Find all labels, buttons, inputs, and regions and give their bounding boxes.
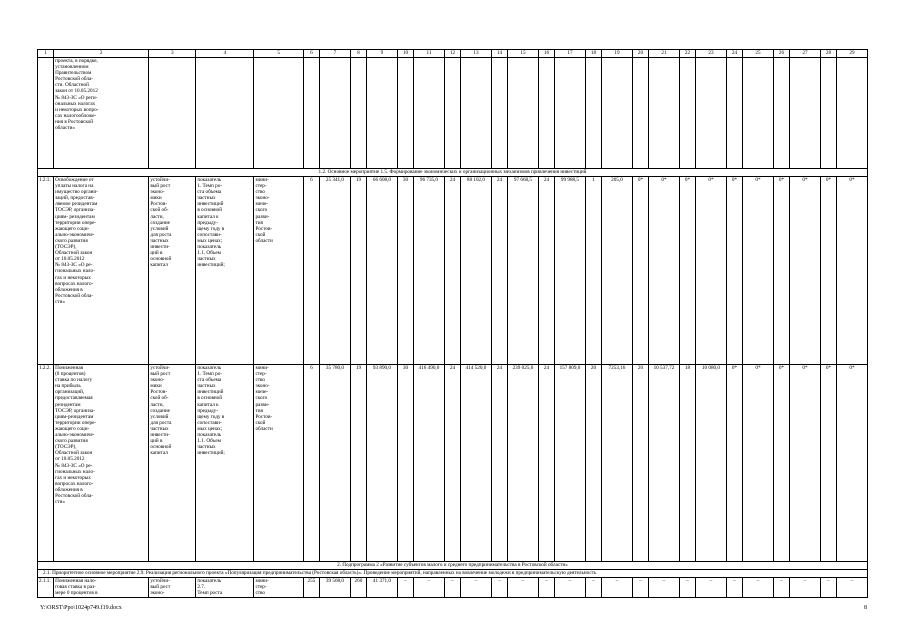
cell-goal: устойчи- вый рост эконо- bbox=[149, 578, 196, 598]
cell-value: – bbox=[538, 578, 554, 598]
cell-value: 25 341,0 bbox=[319, 177, 350, 365]
cell-empty bbox=[413, 58, 444, 169]
cell-empty bbox=[585, 58, 601, 169]
section-title-2: 2. Подпрограмма 2 «Развитие субъектов малого и среднего предпринимательства в Ростовской области» bbox=[38, 562, 868, 570]
cell-indicator: показатель 2.7. Темп роста bbox=[196, 578, 254, 598]
page-number: 8 bbox=[864, 605, 867, 611]
cell-value: 19 bbox=[350, 177, 366, 365]
cell-value: – bbox=[789, 578, 820, 598]
column-header: 28 bbox=[820, 50, 836, 58]
cell-description: Освобождение от уплаты налога на имущество органи- заций, предостав- ляемое резидентам ТОСЭР, организа- циям- резидентам территории опере- жающего соци- ально-экономиче- ского развития (ТОСЭР), Областной закон от 10.05.2012 № 843-ЗС «О ре- гиональных нало- гах и некоторых вопросах налого- обложения в Ростовской обла- сти» bbox=[54, 177, 149, 365]
table-row bbox=[38, 365, 868, 562]
section-row bbox=[38, 570, 868, 578]
cell-value: 416 490,0 bbox=[413, 365, 444, 562]
program-table bbox=[37, 49, 868, 598]
cell-value: 0* bbox=[836, 365, 867, 562]
cell-responsible: мини- стер- ство эконо- миче- ского разви- тия Ростов- ской области bbox=[254, 177, 303, 365]
cell-indicator: показатель 1. Темп ро- ста объема частных инвестиций в основной капитал к предыду- щему году в сопостави- мых ценах; показатель 1.1. Объем частных инвестиций; bbox=[196, 177, 254, 365]
cell-empty bbox=[350, 58, 366, 169]
cell-value: 39 568,0 bbox=[319, 578, 350, 598]
cell-value: 19 bbox=[350, 365, 366, 562]
column-header: 14 bbox=[491, 50, 507, 58]
cell-value: 0* bbox=[695, 177, 726, 365]
cell-value: – bbox=[460, 578, 491, 598]
cell-empty bbox=[507, 58, 538, 169]
table-row bbox=[38, 578, 868, 598]
document-table bbox=[37, 49, 868, 598]
cell-value: 10 080,0 bbox=[695, 365, 726, 562]
cell-value: 0* bbox=[820, 365, 836, 562]
column-header: 25 bbox=[742, 50, 773, 58]
cell-value: – bbox=[726, 578, 742, 598]
cell-empty bbox=[444, 58, 460, 169]
column-header: 20 bbox=[632, 50, 648, 58]
cell-description: Пониженная нало- говая ставка в раз- мере 0 процентов в bbox=[54, 578, 149, 598]
column-header: 6 bbox=[303, 50, 319, 58]
column-header: 4 bbox=[196, 50, 254, 58]
cell-value: 0* bbox=[789, 177, 820, 365]
cell-value: 24 bbox=[538, 365, 554, 562]
cell-value: 41 371,0 bbox=[366, 578, 397, 598]
cell-value: 0* bbox=[632, 177, 648, 365]
cell-value: 260 bbox=[350, 578, 366, 598]
cell-value: – bbox=[491, 578, 507, 598]
column-header: 24 bbox=[726, 50, 742, 58]
cell-value: 0* bbox=[773, 177, 789, 365]
cell-value: – bbox=[632, 578, 648, 598]
cell-value: – bbox=[820, 578, 836, 598]
cell-value: 1 bbox=[585, 177, 601, 365]
cell-empty bbox=[491, 58, 507, 169]
cell-responsible: мини- стер- ство bbox=[254, 578, 303, 598]
column-header: 8 bbox=[350, 50, 366, 58]
cell-empty bbox=[820, 58, 836, 169]
column-header: 1 bbox=[38, 50, 54, 58]
cell-value: – bbox=[507, 578, 538, 598]
cell-value: 18 bbox=[679, 365, 695, 562]
cell-empty bbox=[460, 58, 491, 169]
cell-empty bbox=[632, 58, 648, 169]
cell-value: – bbox=[648, 578, 679, 598]
cell-value: – bbox=[585, 578, 601, 598]
cell-value: 30 bbox=[397, 365, 413, 562]
cell-value: 35 780,0 bbox=[319, 365, 350, 562]
cell-value: 0* bbox=[742, 177, 773, 365]
cell-empty bbox=[303, 58, 319, 169]
column-header: 11 bbox=[413, 50, 444, 58]
cell-empty bbox=[554, 58, 585, 169]
cell-value: – bbox=[601, 578, 632, 598]
cell-empty bbox=[773, 58, 789, 169]
cell-value: 88 102,0 bbox=[460, 177, 491, 365]
column-header: 19 bbox=[601, 50, 632, 58]
section-title-1-2: 1.2. Основное мероприятие 1.5. Формирование экономических и организационных механизмов привлечения инвестиций bbox=[38, 169, 868, 177]
cell-description: Пониженная (0 процентов) ставка по налогу на прибыль организаций, предоставляемая резидентам ТОСЭР, организа- циям-резидентам территории опере- жающего соци- ально-экономиче- ского развития (ТОСЭР), Областной закон от 10.05.2012 № 843-ЗС «О ре- гиональных нало- гах и некоторых вопросах налого- обложения в Ростовской обла- сти» bbox=[54, 365, 149, 562]
cell-value: 0* bbox=[836, 177, 867, 365]
cell-value: 0* bbox=[742, 365, 773, 562]
column-header: 17 bbox=[554, 50, 585, 58]
column-header: 16 bbox=[538, 50, 554, 58]
cell-value: 414 520,0 bbox=[460, 365, 491, 562]
cell-value: 0* bbox=[679, 177, 695, 365]
cell-value: 24 bbox=[491, 177, 507, 365]
cell-value: – bbox=[444, 578, 460, 598]
cell-empty bbox=[397, 58, 413, 169]
cell-empty bbox=[196, 58, 254, 169]
cell-value: 99 988,5 bbox=[554, 177, 585, 365]
cell-value: 205,0 bbox=[601, 177, 632, 365]
row-number: 2.1.1. bbox=[38, 578, 54, 598]
cell-value: 20 bbox=[585, 365, 601, 562]
cell-value: 24 bbox=[444, 365, 460, 562]
cell-value: 0* bbox=[820, 177, 836, 365]
cell-value: 30 bbox=[397, 177, 413, 365]
cell-empty bbox=[726, 58, 742, 169]
cell-empty bbox=[742, 58, 773, 169]
column-header: 21 bbox=[648, 50, 679, 58]
column-header: 5 bbox=[254, 50, 303, 58]
column-header: 9 bbox=[366, 50, 397, 58]
cell-value: 0* bbox=[789, 365, 820, 562]
cell-empty bbox=[538, 58, 554, 169]
cell-value: 157 809,0 bbox=[554, 365, 585, 562]
cell-value: 0* bbox=[773, 365, 789, 562]
cell-value: 0* bbox=[726, 365, 742, 562]
cell-value: 20 bbox=[632, 365, 648, 562]
column-header: 26 bbox=[773, 50, 789, 58]
cell-responsible: мини- стер- ство эконо- миче- ского разви- тия Ростов- ской области bbox=[254, 365, 303, 562]
cell-value: 93 890,0 bbox=[366, 365, 397, 562]
cell-empty bbox=[254, 58, 303, 169]
cell-value: – bbox=[413, 578, 444, 598]
cell-value: 24 bbox=[491, 365, 507, 562]
cell-description: проекта, в порядке, установленном Правительством Ростовской обла- сти. Областной закон от 10.05.2012 № 843-ЗС «О реги- ональных налогах и некоторых вопро- сах налогообложе- ния в Ростовской области» bbox=[54, 58, 149, 169]
column-header: 15 bbox=[507, 50, 538, 58]
cell-empty bbox=[679, 58, 695, 169]
cell-value: 6 bbox=[303, 177, 319, 365]
column-header: 10 bbox=[397, 50, 413, 58]
cell-value: 239 025,0 bbox=[507, 365, 538, 562]
cell-value: 24 bbox=[538, 177, 554, 365]
cell-goal: устойчи- вый рост эконо- мики Ростов- ской об- ласти, создание условий для роста частных инвести- ций в основной капитал bbox=[149, 365, 196, 562]
header-row bbox=[38, 50, 868, 58]
file-path: Y:\ORST\Ppo\1024p749.f19.docx bbox=[40, 605, 122, 611]
section-row bbox=[38, 562, 868, 570]
cell-empty bbox=[789, 58, 820, 169]
cell-value: – bbox=[397, 578, 413, 598]
cell-value: 0* bbox=[726, 177, 742, 365]
cell-value: – bbox=[742, 578, 773, 598]
column-header: 2 bbox=[54, 50, 149, 58]
column-header: 27 bbox=[789, 50, 820, 58]
cell-empty bbox=[149, 58, 196, 169]
cell-empty bbox=[366, 58, 397, 169]
column-header: 29 bbox=[836, 50, 867, 58]
column-header: 7 bbox=[319, 50, 350, 58]
cell-value: – bbox=[695, 578, 726, 598]
cell-value: 0* bbox=[648, 177, 679, 365]
column-header: 12 bbox=[444, 50, 460, 58]
cell-indicator: показатель 1. Темп ро- ста объема частных инвестиций в основной капитал к предыду- щему году в сопостави- мых ценах; показатель 1.1. Объем частных инвестиций; bbox=[196, 365, 254, 562]
cell-value: 10 537,72 bbox=[648, 365, 679, 562]
cell-value: – bbox=[679, 578, 695, 598]
row-number: 1.2.2. bbox=[38, 365, 54, 562]
column-header: 13 bbox=[460, 50, 491, 58]
cell-value: 66 608,0 bbox=[366, 177, 397, 365]
section-title-2-1: 2.1. Приоритетное основное мероприятие 2.9. Реализация регионального проекта «Популяризация предпринимательства (Ростовская область)». Проведение мероприятий, направленных на вовлечение молодежи в предпринимательскую деятельность bbox=[38, 570, 868, 578]
cell-value: – bbox=[554, 578, 585, 598]
cell-empty bbox=[695, 58, 726, 169]
section-row bbox=[38, 169, 868, 177]
cell-empty bbox=[319, 58, 350, 169]
cell-goal: устойчи- вый рост эконо- мики Ростов- ской об- ласти, создание условий для роста частных инвести- ций в основной капитал bbox=[149, 177, 196, 365]
row-number: 1.2.1. bbox=[38, 177, 54, 365]
column-header: 22 bbox=[679, 50, 695, 58]
cell-value: 96 735,0 bbox=[413, 177, 444, 365]
cell-value: – bbox=[773, 578, 789, 598]
cell-empty bbox=[836, 58, 867, 169]
table-row bbox=[38, 58, 868, 169]
cell-value: 24 bbox=[444, 177, 460, 365]
cell-value: – bbox=[836, 578, 867, 598]
table-row bbox=[38, 177, 868, 365]
cell-empty bbox=[38, 58, 54, 169]
cell-value: 255 bbox=[303, 578, 319, 598]
cell-value: 7253,16 bbox=[601, 365, 632, 562]
column-header: 18 bbox=[585, 50, 601, 58]
column-header: 3 bbox=[149, 50, 196, 58]
cell-value: 6 bbox=[303, 365, 319, 562]
column-header: 23 bbox=[695, 50, 726, 58]
cell-empty bbox=[648, 58, 679, 169]
cell-value: 97 668,5 bbox=[507, 177, 538, 365]
cell-empty bbox=[601, 58, 632, 169]
